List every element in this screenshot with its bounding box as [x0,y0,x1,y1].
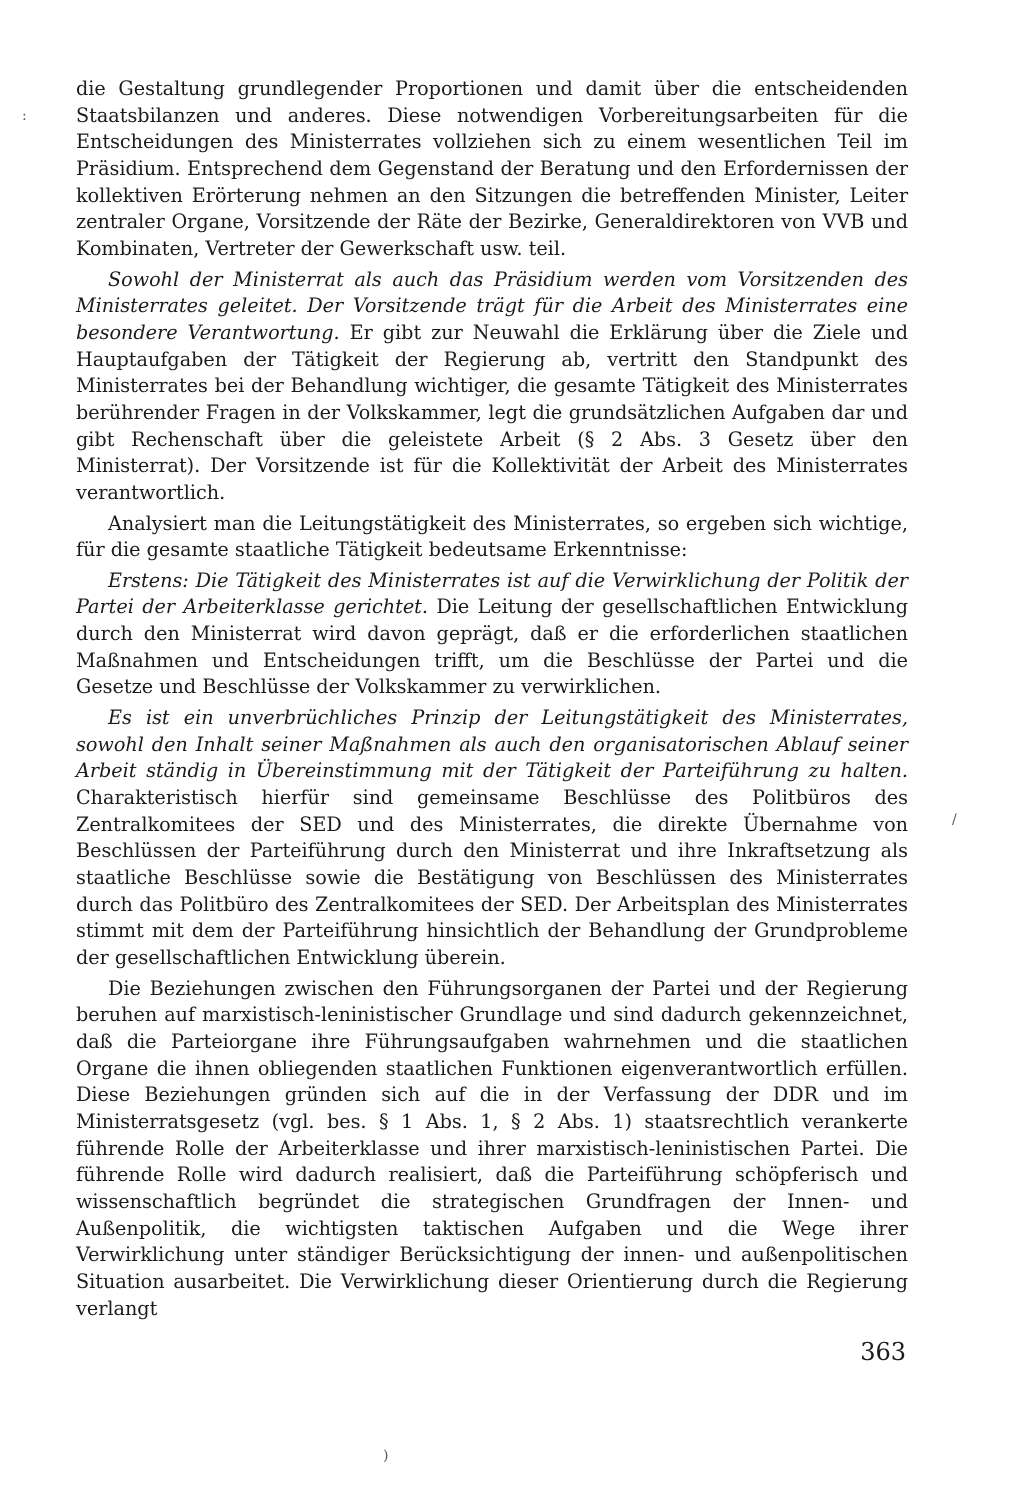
paragraph-5-text: Charakteristisch hierfür sind gemeinsame Beschlüsse des Politbüros des Zentralkomitees der SED und des Ministerrates, die direkte Übernahme von Beschlüssen der Parteiführung durch den Ministerrat und ihre Inkraftsetzung als staatliche Beschlüsse sowie die Bestätigung von Beschlüssen des Ministerrates durch das Politbüro des Zentralkomitees der SED. Der Arbeitsplan des Ministerrates stimmt mit dem der Parteiführung hinsichtlich der Behandlung der Grundprobleme der gesellschaftlichen Entwicklung überein. [76,786,908,969]
paragraph-2-text: Er gibt zur Neuwahl die Erklärung über die Ziele und Hauptaufgaben der Tätigkeit der Regierung ab, vertritt den Standpunkt des Ministerrates bei der Behandlung wichtiger, die gesamte Tätigkeit des Ministerrates berührender Fragen in der Volkskammer, legt die grundsätzlichen Aufgaben dar und gibt Rechenschaft über die geleistete Arbeit (§ 2 Abs. 3 Gesetz über den Ministerrat). Der Vorsitzende ist für die Kollektivität der Arbeit des Ministerrates verantwortlich. [76,320,908,504]
page-number: 363 [860,1338,906,1366]
paragraph-4 [76,568,908,701]
paragraph-2 [76,267,908,507]
paragraph-2-italic: Sowohl der Ministerrat als auch das Präsidium werden vom Vorsitzenden des Ministerrates geleitet. Der Vorsitzende trägt für die Arbeit des Ministerrates eine besondere Verantwortung. [76,267,908,344]
margin-mark: ) [383,1448,389,1464]
paragraph-4-italic: Erstens: Die Tätigkeit des Ministerrates ist auf die Verwirklichung der Politik der Partei der Arbeiterklasse gerichtet. [76,568,908,619]
paragraph-3: Analysiert man die Leitungstätigkeit des Ministerrates, so ergeben sich wichtige, für die gesamte staatliche Tätigkeit bedeutsame Erkenntnisse: [76,511,908,562]
paragraph-5 [76,705,908,972]
paragraph-6: Die Beziehungen zwischen den Führungsorganen der Partei und der Regierung beruhen auf marxistisch-leninistischer Grundlage und sind dadurch gekennzeichnet, daß die Parteiorgane ihre Führungsaufgaben wahrnehmen und die staatlichen Organe die ihnen obliegenden staatlichen Funktionen eigenverantwortlich erfüllen. Diese Beziehungen gründen sich auf die in der Verfassung der DDR und im Ministerratsgesetz (vgl. bes. § 1 Abs. 1, § 2 Abs. 1) staatsrechtlich verankerte führende Rolle der Arbeiterklasse und ihrer marxistisch-leninistischen Partei. Die führende Rolle wird dadurch realisiert, daß die Parteiführung schöpferisch und wissenschaftlich begründet die strategischen Grundfragen der Innen- und Außenpolitik, die wichtigsten taktischen Aufgaben und die Wege ihrer Verwirklichung unter ständiger Berücksichtigung der innen- und außenpolitischen Situation ausarbeitet. Die Verwirklichung dieser Orientierung durch die Regierung verlangt [76,976,908,1320]
paragraph-1: die Gestaltung grundlegender Proportionen und damit über die entscheidenden Staatsbilanzen und anderes. Diese notwendigen Vorbereitungsarbeiten für die Entscheidungen des Ministerrates vollziehen sich zu einem wesentlichen Teil im Präsidium. Entsprechend dem Gegenstand der Beratung und den Erfordernissen der kollektiven Erörterung nehmen an den Sitzungen die betreffenden Minister, Leiter zentraler Organe, Vorsitzende der Räte der Bezirke, Generaldirektoren von VVB und Kombinaten, Vertreter der Gewerkschaft usw. teil. [76,77,908,260]
margin-mark: / [952,812,957,828]
paragraph-5-italic: Es ist ein unverbrüchliches Prinzip der Leitungstätigkeit des Ministerrates, sowohl den Inhalt seiner Maßnahmen als auch den organisatorischen Ablauf seiner Arbeit ständig in Übereinstimmung mit der Tätigkeit der Parteiführung zu halten. [76,706,908,783]
paragraph-4-text: Die Leitung der gesellschaftlichen Entwicklung durch den Ministerrat wird davon geprägt, daß er die erforderlichen staatlichen Maßnahmen und Entscheidungen trifft, um die Beschlüsse der Partei und die Gesetze und Beschlüsse der Volkskammer zu verwirklichen. [76,595,909,699]
margin-mark: : [22,108,27,124]
body-text [76,76,908,1322]
